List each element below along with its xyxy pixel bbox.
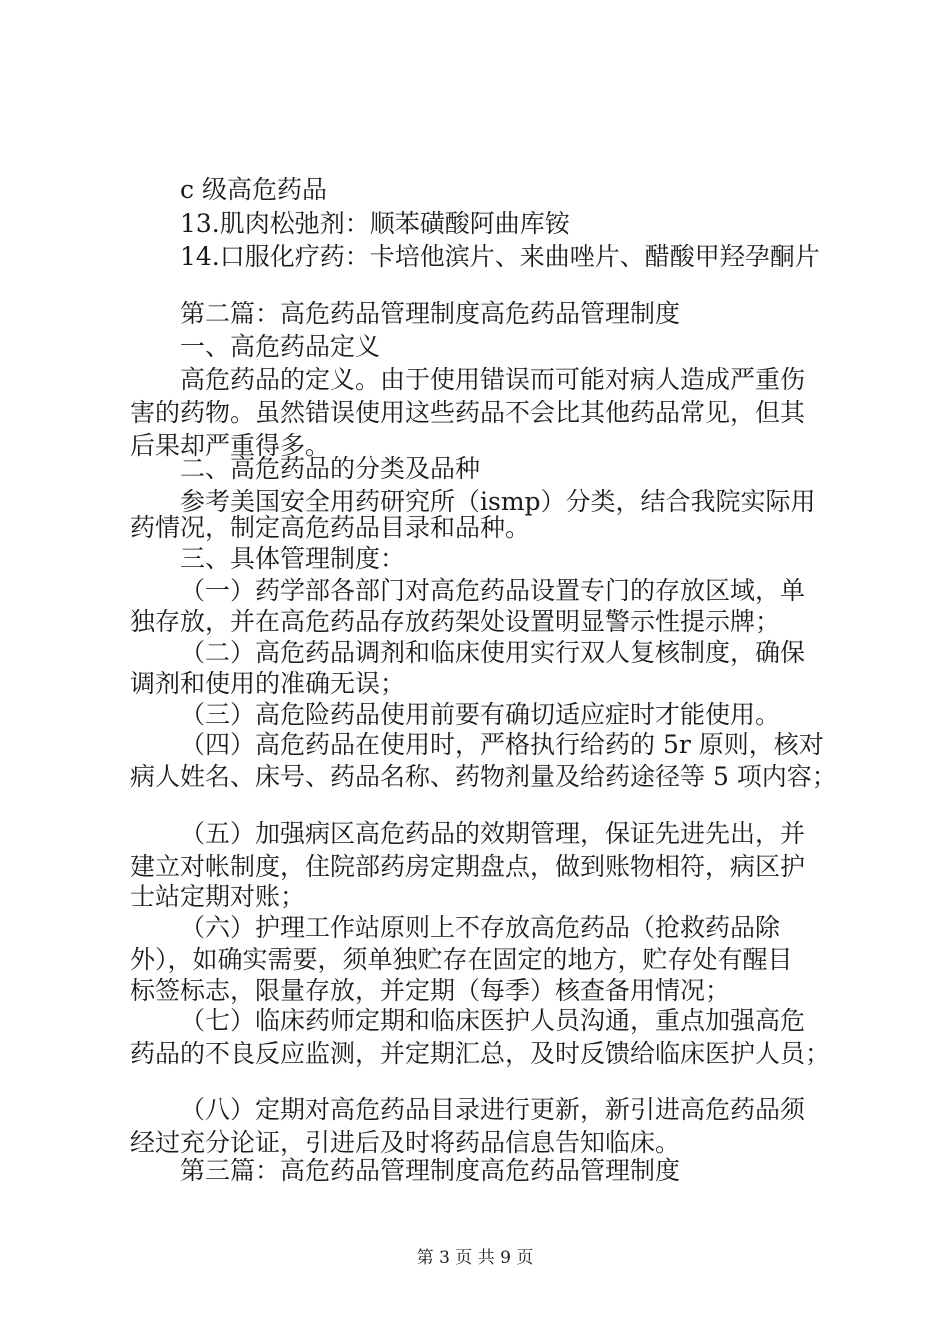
text-line: 标签标志，限量存放，并定期（每季）核查备用情况； [130, 976, 731, 1005]
text-line: 害的药物。虽然错误使用这些药品不会比其他药品常见，但其 [130, 398, 806, 427]
text-line: 独存放，并在高危药品存放药架处设置明显警示性提示牌； [130, 607, 781, 636]
text-line: 士站定期对账； [130, 882, 306, 911]
text-line: （一）药学部各部门对高危药品设置专门的存放区域，单 [180, 576, 806, 605]
text-line: 调剂和使用的准确无误； [130, 669, 406, 698]
section-heading: 第三篇：高危药品管理制度高危药品管理制度 [180, 1156, 681, 1185]
section-heading: 第二篇：高危药品管理制度高危药品管理制度 [180, 299, 681, 328]
text-line: （六）护理工作站原则上不存放高危药品（抢救药品除 [180, 913, 781, 942]
page-number: 第 3 页 共 9 页 [416, 1248, 534, 1268]
text-line: 高危药品的定义。由于使用错误而可能对病人造成严重伤 [180, 365, 806, 394]
text-line: 二、高危药品的分类及品种 [180, 454, 481, 483]
text-line: 外），如确实需要，须单独贮存在固定的地方，贮存处有醒目 [130, 945, 793, 974]
text-line: c 级高危药品 [180, 175, 327, 204]
text-line: 经过充分论证，引进后及时将药品信息告知临床。 [130, 1128, 681, 1157]
text-line: （五）加强病区高危药品的效期管理，保证先进先出，并 [180, 819, 806, 848]
text-line: 一、高危药品定义 [180, 332, 381, 361]
text-line: 药情况，制定高危药品目录和品种。 [130, 513, 531, 542]
text-line: （七）临床药师定期和临床医护人员沟通，重点加强高危 [180, 1006, 806, 1035]
text-line: 三、具体管理制度： [180, 544, 406, 573]
text-line: 建立对帐制度，住院部药房定期盘点，做到账物相符，病区护 [130, 852, 806, 881]
text-line: （八）定期对高危药品目录进行更新，新引进高危药品须 [180, 1095, 806, 1124]
text-line: 14.口服化疗药：卡培他滨片、来曲唑片、醋酸甲羟孕酮片 [180, 242, 820, 271]
text-line: 后果却严重得多。 [130, 431, 331, 460]
text-line: （四）高危药品在使用时，严格执行给药的 5r 原则，核对 [180, 730, 824, 759]
text-line: 参考美国安全用药研究所（ismp）分类，结合我院实际用 [180, 487, 816, 516]
text-line: 药品的不良反应监测，并定期汇总，及时反馈给临床医护人员； [130, 1039, 831, 1068]
text-line: （二）高危药品调剂和临床使用实行双人复核制度，确保 [180, 638, 806, 667]
text-line: 病人姓名、床号、药品名称、药物剂量及给药途径等 5 项内容； [130, 762, 837, 791]
text-line: （三）高危险药品使用前要有确切适应症时才能使用。 [180, 700, 781, 729]
text-line: 13.肌肉松弛剂：顺苯磺酸阿曲库铵 [180, 209, 570, 238]
